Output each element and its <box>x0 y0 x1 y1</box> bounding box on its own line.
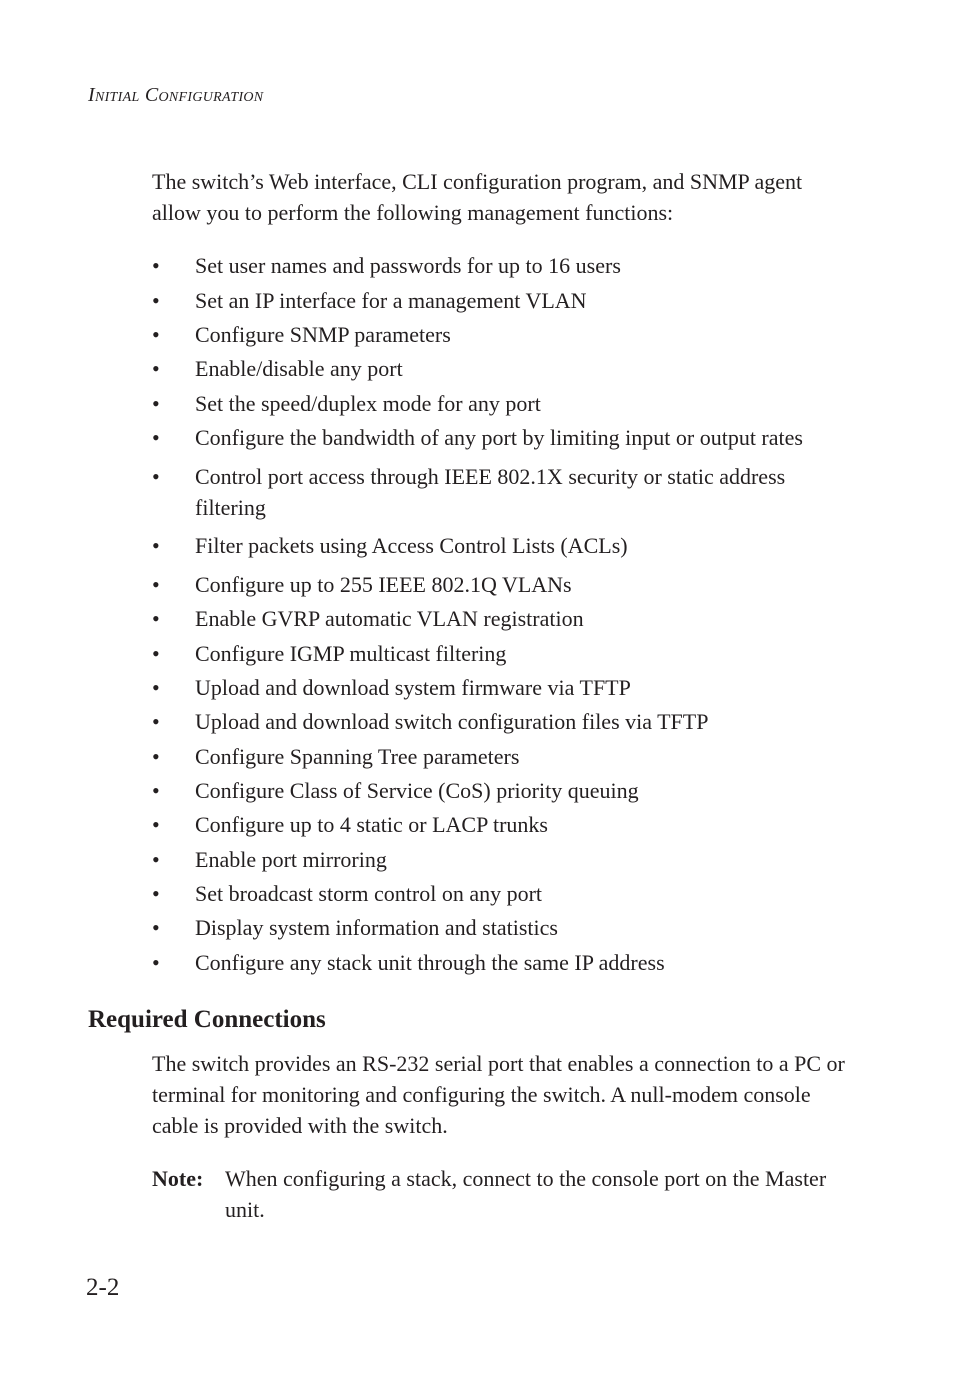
section-heading: Required Connections <box>88 1006 326 1033</box>
bullet-icon: • <box>152 812 160 837</box>
bullet-icon: • <box>152 533 160 558</box>
bullet-icon: • <box>152 675 160 700</box>
note-block <box>152 1163 852 1225</box>
list-item-text: Configure IGMP multicast filtering <box>195 641 507 666</box>
list-item-text: Set an IP interface for a management VLAN <box>195 288 587 313</box>
bullet-icon: • <box>152 950 160 975</box>
bullet-icon: • <box>152 356 160 381</box>
list-item <box>152 603 852 634</box>
running-head: Initial Configuration <box>88 84 264 106</box>
list-item-text: Display system information and statistics <box>195 915 558 940</box>
list-item <box>152 878 852 909</box>
bullet-icon: • <box>152 464 160 489</box>
list-item <box>152 912 852 943</box>
list-item-text: Set the speed/duplex mode for any port <box>195 391 541 416</box>
list-item <box>152 250 852 281</box>
bullet-icon: • <box>152 641 160 666</box>
bullet-icon: • <box>152 253 160 278</box>
note-text: When configuring a stack, connect to the console port on the Master unit. <box>225 1166 827 1222</box>
list-item-text: Configure Spanning Tree parameters <box>195 744 520 769</box>
list-item <box>152 569 852 600</box>
page-number: 2-2 <box>86 1274 120 1301</box>
list-item-text: Set user names and passwords for up to 16 users <box>195 253 621 278</box>
list-item <box>152 461 852 523</box>
list-item <box>152 775 852 806</box>
list-item-text: Set broadcast storm control on any port <box>195 881 543 906</box>
bullet-icon: • <box>152 606 160 631</box>
bullet-icon: • <box>152 572 160 597</box>
list-item <box>152 530 852 561</box>
list-item-text: Configure up to 255 IEEE 802.1Q VLANs <box>195 572 572 597</box>
bullet-icon: • <box>152 778 160 803</box>
note-label: Note: <box>152 1166 204 1191</box>
list-item-text: Upload and download system firmware via TFTP <box>195 675 631 700</box>
list-item-text: Configure any stack unit through the same IP address <box>195 950 665 975</box>
list-item <box>152 388 852 419</box>
bullet-icon: • <box>152 391 160 416</box>
list-item <box>152 741 852 772</box>
bullet-icon: • <box>152 322 160 347</box>
list-item <box>152 285 852 316</box>
list-item <box>152 638 852 669</box>
list-item <box>152 809 852 840</box>
list-item-text: Enable port mirroring <box>195 847 387 872</box>
bullet-icon: • <box>152 915 160 940</box>
list-item-text: Upload and download switch configuration files via TFTP <box>195 709 709 734</box>
list-item-text: Control port access through IEEE 802.1X security or static address filtering <box>195 464 786 520</box>
list-item-text: Configure up to 4 static or LACP trunks <box>195 812 548 837</box>
list-item-text: Enable/disable any port <box>195 356 403 381</box>
bullet-icon: • <box>152 288 160 313</box>
list-item-text: Configure the bandwidth of any port by limiting input or output rates <box>195 425 803 450</box>
list-item <box>152 353 852 384</box>
list-item <box>152 844 852 875</box>
list-item-text: Configure SNMP parameters <box>195 322 451 347</box>
list-item <box>152 319 852 350</box>
bullet-icon: • <box>152 847 160 872</box>
list-item-text: Configure Class of Service (CoS) priority queuing <box>195 778 639 803</box>
bullet-icon: • <box>152 709 160 734</box>
list-item <box>152 706 852 737</box>
list-item <box>152 422 852 453</box>
bullet-icon: • <box>152 425 160 450</box>
list-item <box>152 947 852 978</box>
list-item-text: Enable GVRP automatic VLAN registration <box>195 606 584 631</box>
bullet-icon: • <box>152 881 160 906</box>
intro-paragraph: The switch’s Web interface, CLI configuration program, and SNMP agent allow you to perform the following management functions: <box>152 169 803 225</box>
section-body: The switch provides an RS-232 serial port that enables a connection to a PC or terminal for monitoring and configuring the switch. A null-modem console cable is provided with the switch. <box>152 1051 845 1138</box>
list-item <box>152 672 852 703</box>
bullet-icon: • <box>152 744 160 769</box>
list-item-text: Filter packets using Access Control Lists (ACLs) <box>195 533 628 558</box>
